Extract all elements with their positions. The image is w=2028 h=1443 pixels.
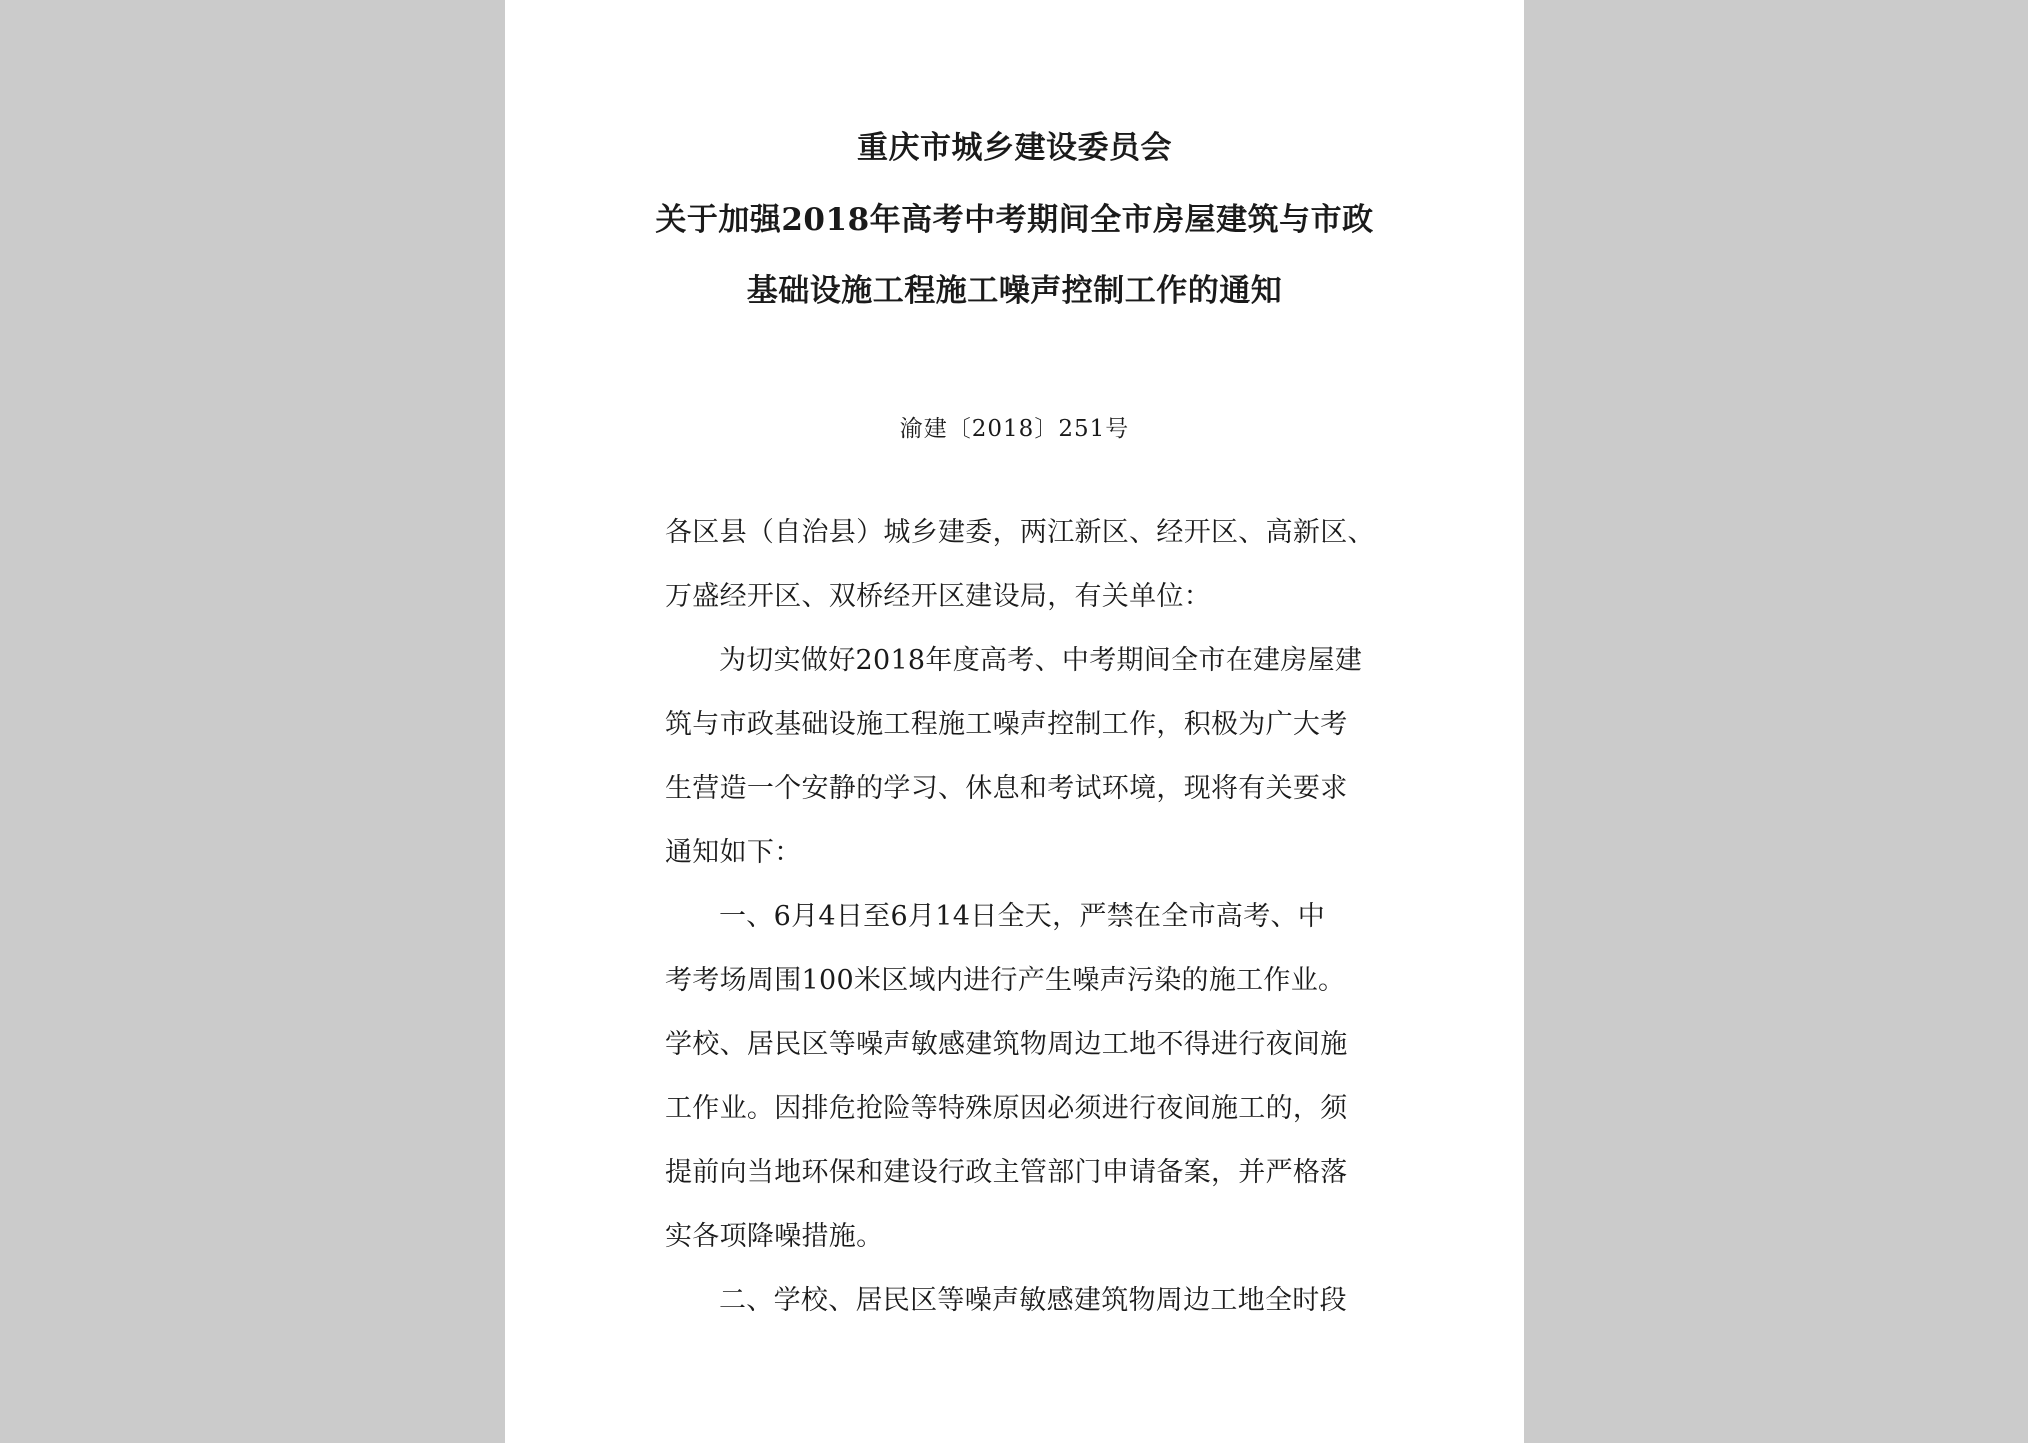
body-line: 学校、居民区等噪声敏感建筑物周边工地不得进行夜间施 bbox=[665, 1029, 1348, 1060]
body-line: 生营造一个安静的学习、休息和考试环境，现将有关要求 bbox=[665, 773, 1348, 804]
body-line: 二、学校、居民区等噪声敏感建筑物周边工地全时段 bbox=[719, 1285, 1347, 1316]
title-line-2: 关于加强2018年高考中考期间全市房屋建筑与市政 bbox=[655, 202, 1374, 238]
title-line-3: 基础设施工程施工噪声控制工作的通知 bbox=[746, 273, 1283, 309]
body-line: 通知如下： bbox=[665, 837, 802, 868]
body-line: 一、6月4日至6月14日全天，严禁在全市高考、中 bbox=[719, 901, 1326, 932]
body-line: 工作业。因排危抢险等特殊原因必须进行夜间施工的，须 bbox=[665, 1093, 1348, 1124]
body-line: 万盛经开区、双桥经开区建设局，有关单位： bbox=[665, 581, 1211, 612]
body-line: 各区县（自治县）城乡建委，两江新区、经开区、高新区、 bbox=[665, 517, 1375, 548]
body-line: 筑与市政基础设施工程施工噪声控制工作，积极为广大考 bbox=[665, 709, 1348, 740]
body-line: 为切实做好2018年度高考、中考期间全市在建房屋建 bbox=[719, 645, 1363, 676]
title-line-1: 重庆市城乡建设委员会 bbox=[857, 130, 1172, 166]
document-number: 渝建〔2018〕251号 bbox=[899, 416, 1130, 442]
body-line: 实各项降噪措施。 bbox=[665, 1221, 884, 1252]
document-page bbox=[505, 0, 1524, 1443]
body-line: 考考场周围100米区域内进行产生噪声污染的施工作业。 bbox=[665, 965, 1346, 996]
body-line: 提前向当地环保和建设行政主管部门申请备案，并严格落 bbox=[665, 1157, 1348, 1188]
